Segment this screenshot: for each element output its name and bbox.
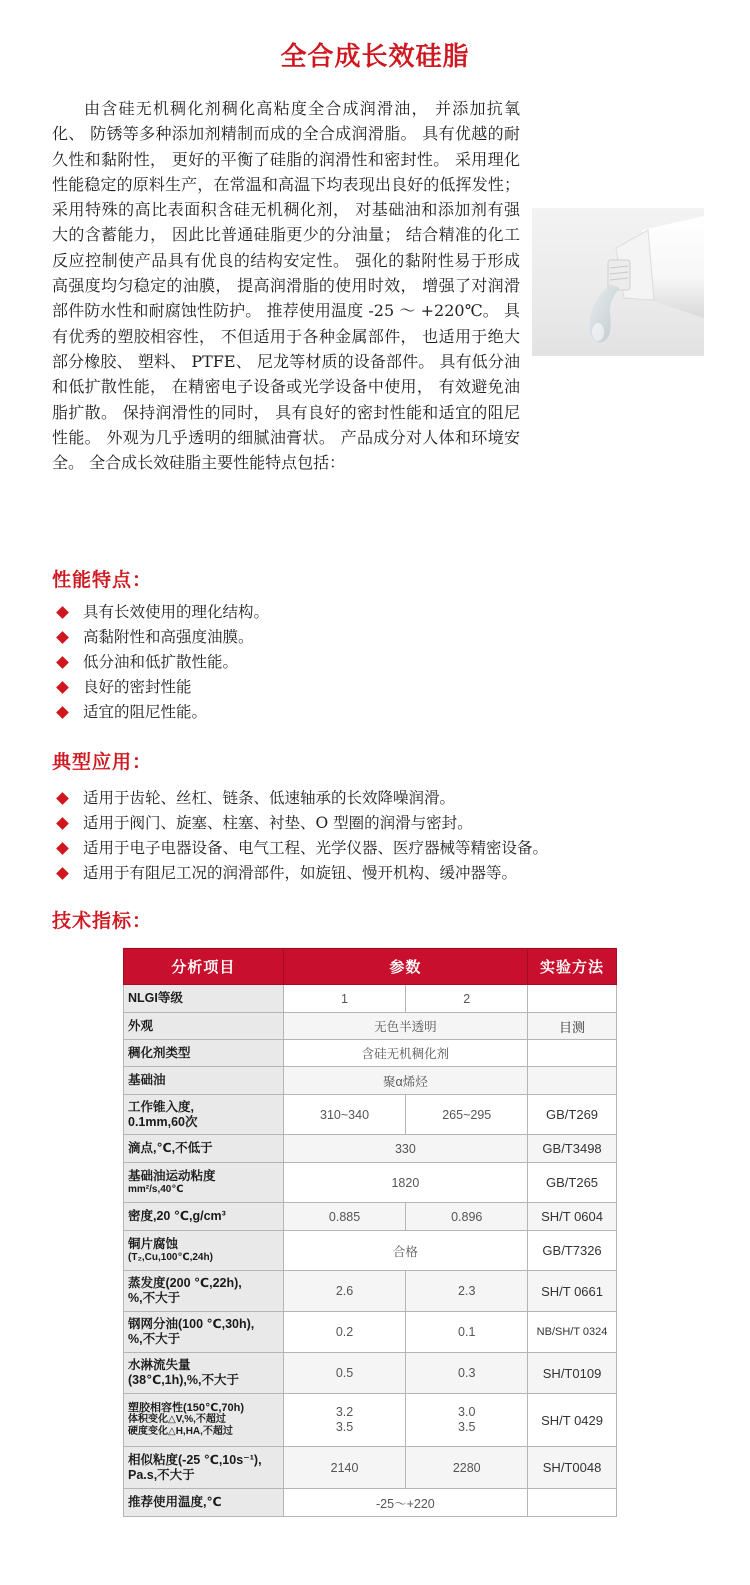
list-item: 低分油和低扩散性能。 (56, 650, 269, 675)
diamond-bullet-icon (56, 631, 69, 644)
header-item: 分析项目 (124, 949, 284, 985)
table-row: 密度,20 ℃,g/cm³ 0.885 0.896 SH/T 0604 (124, 1203, 617, 1231)
product-photo (532, 208, 704, 356)
diamond-bullet-icon (56, 792, 69, 805)
list-item: 高黏附性和高强度油膜。 (56, 625, 269, 650)
specs-heading: 技术指标： (52, 910, 153, 932)
header-params: 参数 (283, 949, 527, 985)
diamond-bullet-icon (56, 681, 69, 694)
list-item: 良好的密封性能 (56, 675, 269, 700)
page-title: 全合成长效硅脂 (280, 42, 470, 72)
table-row: 塑胶相容性(150℃,70h) 体积变化△V,%,不超过 硬度变化△H,HA,不超过 3.2 3.5 3.0 3.5 SH/T 0429 (124, 1394, 617, 1447)
table-row: 基础油 聚α烯烃 (124, 1067, 617, 1095)
list-item: 具有长效使用的理化结构。 (56, 600, 269, 625)
list-item: 适用于有阻尼工况的润滑部件，如旋钮、慢开机构、缓冲器等。 (56, 861, 548, 886)
diamond-bullet-icon (56, 706, 69, 719)
table-header-row (124, 949, 617, 985)
table-row: 工作锥入度, 0.1mm,60次 310~340 265~295 GB/T269 (124, 1095, 617, 1135)
features-heading: 性能特点： (52, 569, 153, 591)
intro-paragraph: 由含硅无机稠化剂稠化高粘度全合成润滑油， 并添加抗氧化、 防锈等多种添加剂精制而成的全合成润滑脂。 具有优越的耐久性和黏附性， 更好的平衡了硅脂的润滑性和密封性。 采用理化性能稳定的原料生产，在常温和高温下均表现出良好的低挥发性； 采用特殊的高比表面积含硅无机稠化剂， 对基础油和添加剂有强大的含蓄能力， 因此比普通硅脂更少的分油量； 结合精准的化工反应控制使产品具有优良的结构安定性。 强化的黏附性易于形成高强度均匀稳定的油膜， 提高润滑脂的使用时效， 增强了对润滑部件防水性和耐腐蚀性防护。 推荐使用温度 -25 ～ +220℃。 具有优秀的塑胶相容性， 不但适用于各种金属部件， 也适用于绝大部分橡胶、 塑料、 PTFE、 尼龙等材质的设备部件。 具有低分油和低扩散性能， 在精密电子设备或光学设备中使用， 有效避免油脂扩散。 保持润滑性的同时， 具有良好的密封性能和适宜的阻尼性能。 外观为几乎透明的细腻油膏状。 产品成分对人体和环境安全。 全合成长效硅脂主要性能特点包括： (52, 99, 520, 473)
diamond-bullet-icon (56, 656, 69, 669)
table-row: 钢网分油(100 ℃,30h), %,不大于 0.2 0.1 NB/SH/T 0324 (124, 1312, 617, 1353)
features-list (56, 600, 269, 725)
applications-heading: 典型应用： (52, 751, 153, 773)
specs-table (123, 947, 617, 1517)
table-row: 蒸发度(200 ℃,22h), %,不大于 2.6 2.3 SH/T 0661 (124, 1271, 617, 1312)
diamond-bullet-icon (56, 817, 69, 830)
table-row: 外观 无色半透明 目测 (124, 1013, 617, 1040)
diamond-bullet-icon (56, 606, 69, 619)
list-item: 适用于电子电器设备、电气工程、光学仪器、医疗器械等精密设备。 (56, 836, 548, 861)
table-row: NLGI等级 1 2 (124, 985, 617, 1013)
table-row: 推荐使用温度,℃ -25～+220 (124, 1489, 617, 1517)
table-row: 相似粘度(-25 ℃,10s⁻¹), Pa.s,不大于 2140 2280 SH/T0048 (124, 1447, 617, 1489)
applications-list (56, 786, 548, 886)
table-row: 稠化剂类型 含硅无机稠化剂 (124, 1040, 617, 1067)
diamond-bullet-icon (56, 842, 69, 855)
table-row: 基础油运动粘度 mm²/s,40℃ 1820 GB/T265 (124, 1163, 617, 1203)
diamond-bullet-icon (56, 867, 69, 880)
list-item: 适用于阀门、旋塞、柱塞、衬垫、O 型圈的润滑与密封。 (56, 811, 548, 836)
header-method: 实验方法 (528, 949, 617, 985)
table-row: 水淋流失量 (38℃,1h),%,不大于 0.5 0.3 SH/T0109 (124, 1353, 617, 1394)
table-row: 滴点,℃,不低于 330 GB/T3498 (124, 1135, 617, 1163)
grease-tube-illustration (532, 208, 704, 356)
list-item: 适宜的阻尼性能。 (56, 700, 269, 725)
list-item: 适用于齿轮、丝杠、链条、低速轴承的长效降噪润滑。 (56, 786, 548, 811)
table-row: 铜片腐蚀 (T₂,Cu,100℃,24h) 合格 GB/T7326 (124, 1231, 617, 1271)
